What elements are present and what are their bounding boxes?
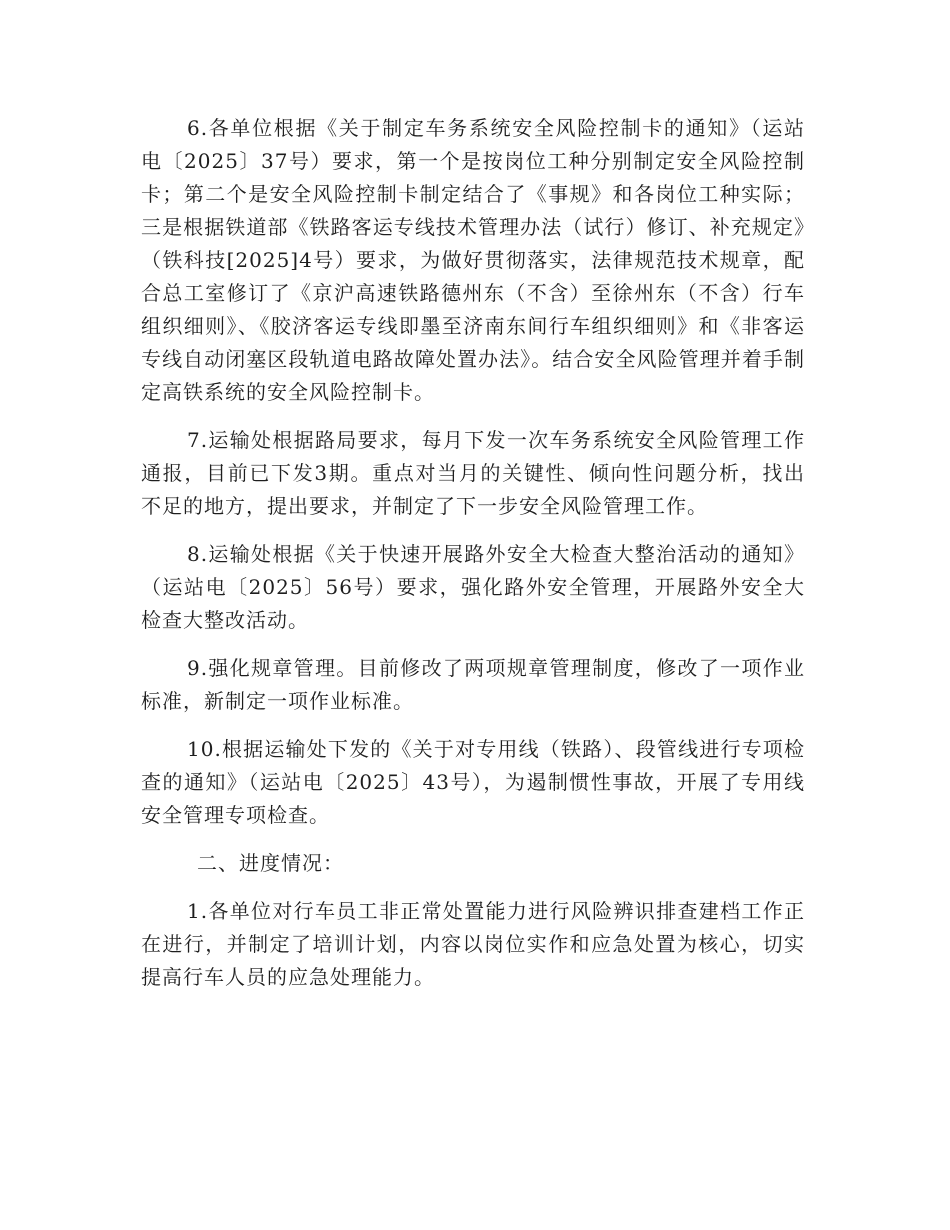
paragraph-6: 6.各单位根据《关于制定车务系统安全风险控制卡的通知》（运站电〔2025〕37号）要求，第一个是按岗位工种分别制定安全风险控制卡；第二个是安全风险控制卡制定结合了《事规》和各岗位工种实际；三是根据铁道部《铁路客运专线技术管理办法（试行）修订、补充规定》（铁科技[2025]4号）要求，为做好贯彻落实，法律规范技术规章，配合总工室修订了《京沪高速铁路德州东（不含）至徐州东（不含）行车组织细则》、《胶济客运专线即墨至济南东间行车组织细则》和《非客运专线自动闭塞区段轨道电路故障处置办法》。结合安全风险管理并着手制定高铁系统的安全风险控制卡。 [141, 116, 805, 404]
paragraph-8: 8.运输处根据《关于快速开展路外安全大检查大整治活动的通知》（运站电〔2025〕56号）要求，强化路外安全管理，开展路外安全大检查大整改活动。 [141, 542, 805, 632]
paragraph-7: 7.运输处根据路局要求，每月下发一次车务系统安全风险管理工作通报，目前已下发3期。重点对当月的关键性、倾向性问题分析，找出不足的地方，提出要求，并制定了下一步安全风险管理工作。 [141, 428, 805, 518]
progress-paragraph-1: 1.各单位对行车员工非正常处置能力进行风险辨识排查建档工作正在进行，并制定了培训计划，内容以岗位实作和应急处置为核心，切实提高行车人员的应急处理能力。 [141, 899, 805, 989]
section-heading-progress: 二、进度情况： [197, 851, 344, 875]
document-body [141, 112, 805, 994]
paragraph-9: 9.强化规章管理。目前修改了两项规章管理制度，修改了一项作业标准，新制定一项作业标准。 [141, 656, 805, 713]
paragraph-10: 10.根据运输处下发的《关于对专用线（铁路）、段管线进行专项检查的通知》（运站电〔2025〕43号），为遏制惯性事故，开展了专用线安全管理专项检查。 [141, 737, 805, 827]
